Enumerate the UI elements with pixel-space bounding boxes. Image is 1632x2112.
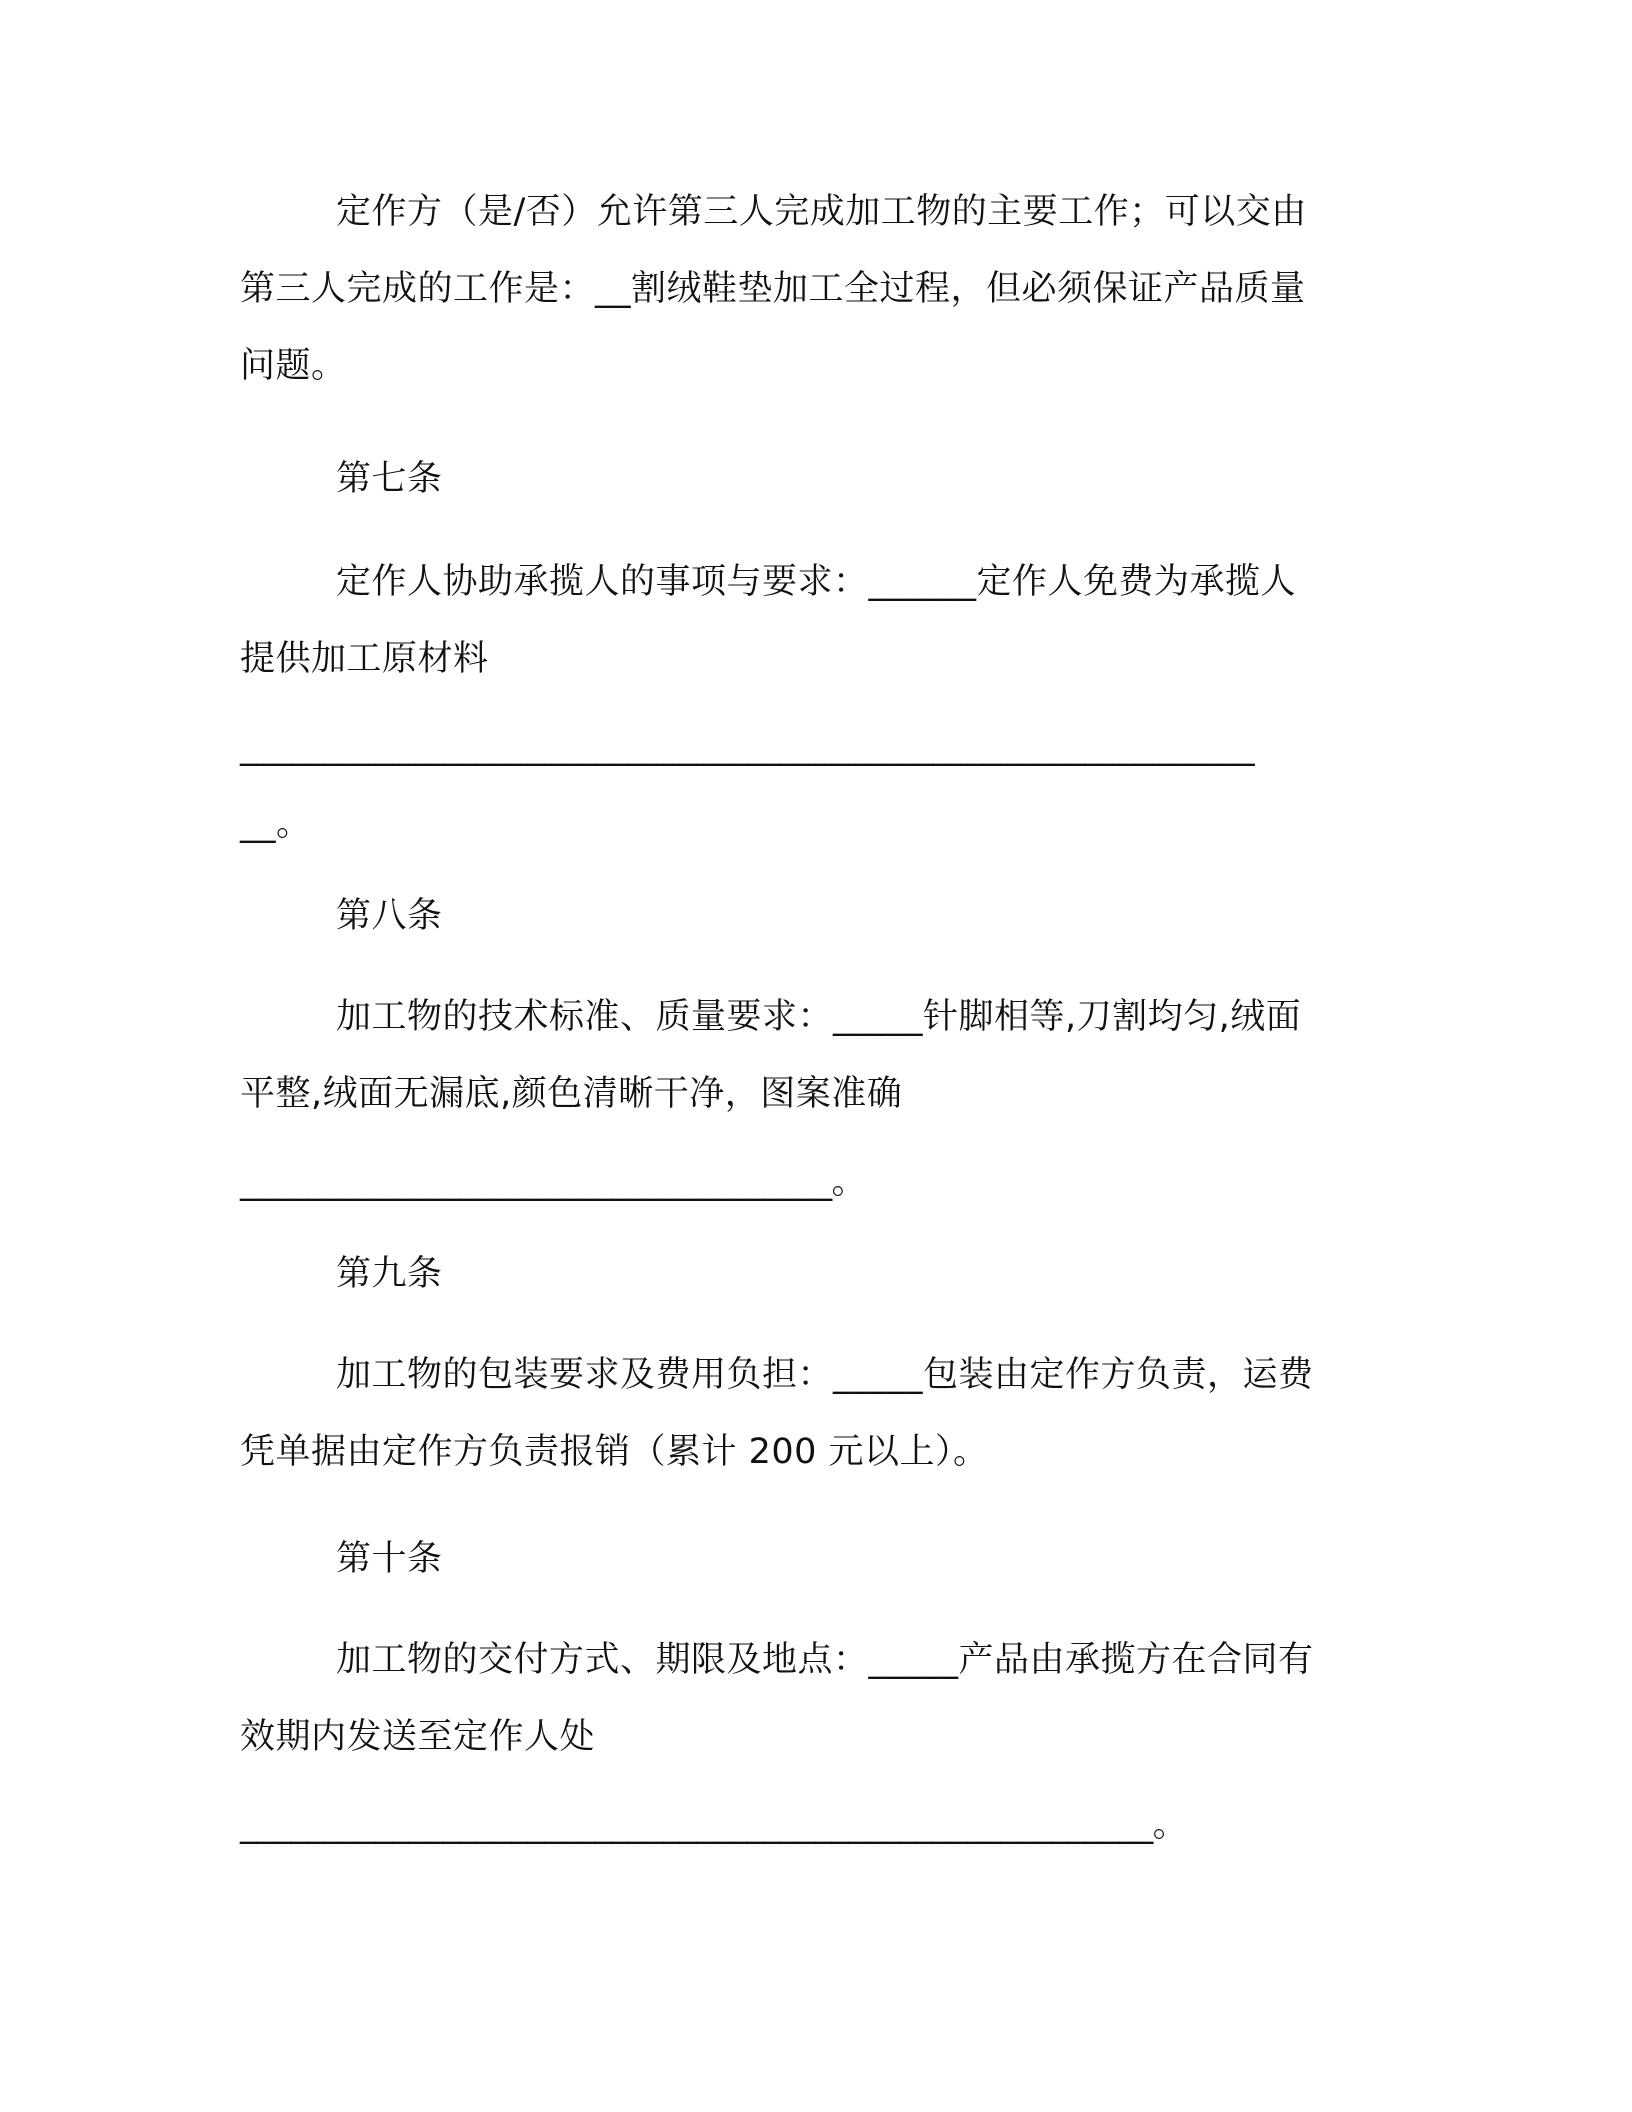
clause-10-blank-line: ______________________________________________________。 (240, 1805, 1188, 1845)
clause-9-text-line-2: 凭单据由定作方负责报销（累计 200 元以上）。 (240, 1432, 989, 1472)
clause-7-blank-end: __。 (240, 804, 312, 844)
clause-10-text-line-2: 效期内发送至定作人处 (240, 1717, 596, 1757)
clause-6-text-line-1: 定作方（是/否）允许第三人完成加工物的主要工作；可以交由 (336, 192, 1307, 232)
clause-6-text-line-3: 问题。 (240, 346, 347, 386)
clause-8-heading: 第八条 (336, 896, 443, 936)
clause-8-blank-line: ___________________________________。 (240, 1162, 866, 1202)
clause-7-heading: 第七条 (336, 459, 443, 499)
clause-7-blank-line: ____________________________________________________________ (240, 727, 1255, 767)
clause-7-text-line-2: 提供加工原材料 (240, 639, 489, 679)
clause-6-text-line-2: 第三人完成的工作是：__割绒鞋垫加工全过程，但必须保证产品质量 (240, 269, 1306, 309)
clause-8-text-line-1: 加工物的技术标准、质量要求：_____针脚相等,刀割均匀,绒面 (336, 997, 1302, 1037)
clause-9-heading: 第九条 (336, 1254, 443, 1294)
clause-7-text-line-1: 定作人协助承揽人的事项与要求：______定作人免费为承揽人 (336, 562, 1297, 602)
clause-9-text-line-1: 加工物的包装要求及费用负担：_____包装由定作方负责，运费 (336, 1355, 1314, 1395)
clause-8-text-line-2: 平整,绒面无漏底,颜色清晰干净，图案准确 (240, 1074, 903, 1114)
clause-10-text-line-1: 加工物的交付方式、期限及地点：_____产品由承揽方在合同有 (336, 1640, 1314, 1680)
clause-10-heading: 第十条 (336, 1539, 443, 1579)
